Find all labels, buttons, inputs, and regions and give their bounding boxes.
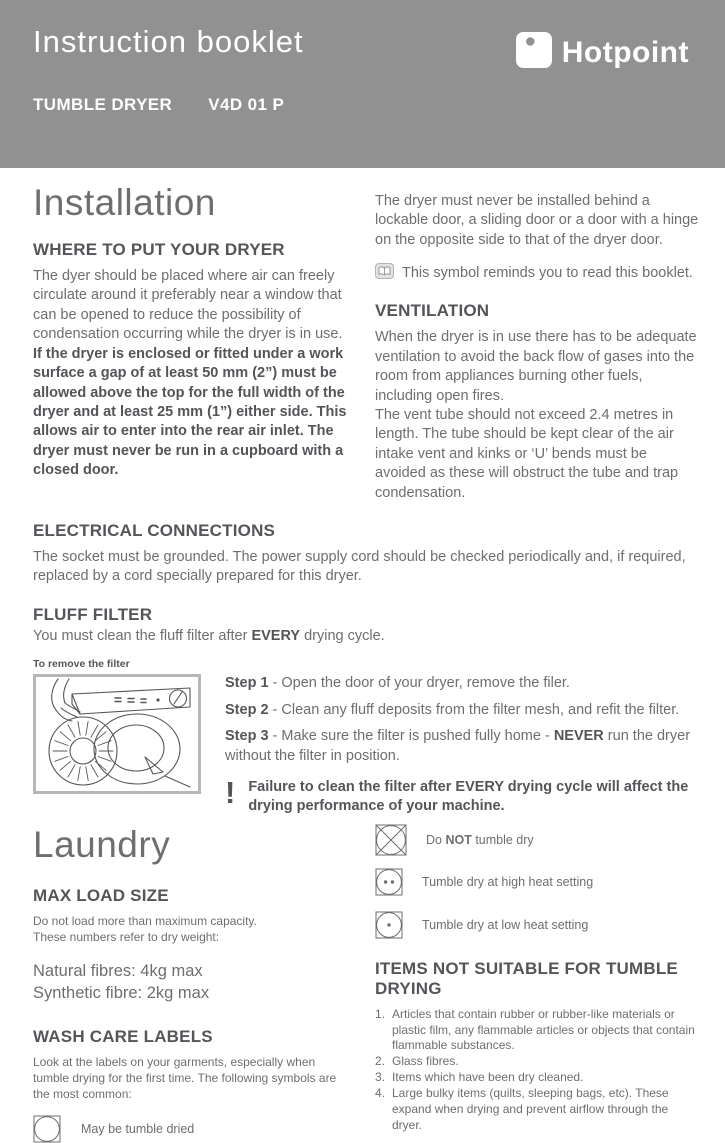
- booklet-title: Instruction booklet: [33, 24, 304, 59]
- tumble-dry-high-heat-icon: [375, 868, 403, 896]
- warning-text: Failure to clean the filter after EVERY drying cycle will affect the drying performance of your machine.: [248, 779, 689, 814]
- filter-figure-row: [33, 674, 700, 815]
- do-not-tumble-dry-icon: [375, 824, 407, 856]
- care-symbol-label: [422, 918, 588, 932]
- laundry-left-column: [33, 818, 351, 1143]
- step-2-label: Step 2: [225, 701, 269, 718]
- tumble-dry-ok-icon: [33, 1115, 61, 1143]
- not-suitable-heading: ITEMS NOT SUITABLE FOR TUMBLE DRYING: [375, 958, 678, 998]
- where-to-put-heading: WHERE TO PUT YOUR DRYER: [33, 240, 285, 259]
- figure-caption: To remove the filter: [33, 658, 130, 671]
- electrical-section: [33, 521, 700, 587]
- filter-removal-illustration: [33, 674, 201, 794]
- fluff-filter-intro-bold: EVERY: [251, 627, 301, 644]
- care-do-not-post: tumble dry: [471, 832, 534, 847]
- installation-section: [33, 182, 700, 503]
- booklet-symbol-note: [375, 263, 700, 284]
- electrical-paragraph: The socket must be grounded. The power supply cord should be checked periodically and, if required, replaced by a cord specially prepared for this dryer.: [33, 549, 686, 585]
- step-3-label: Step 3: [225, 728, 269, 745]
- open-book-icon: [375, 263, 394, 284]
- not-suitable-item: Large bulky items (quilts, sleeping bags, etc). These expand when drying and prevent airflow through the dryer.: [392, 1085, 669, 1132]
- where-to-put-paragraph: The dyer should be placed where air can freely circulate around it preferably near a window that can be opened to reduce the possibility of condensation occurring while the dryer is in use.: [33, 268, 343, 343]
- installation-title: Installation: [33, 182, 216, 223]
- header-banner: [0, 0, 725, 168]
- not-suitable-item: Articles that contain rubber or rubber-like materials or plastic film, any flammable articles or objects that contain flammable substances.: [392, 1006, 695, 1053]
- care-do-not-bold: NOT: [445, 832, 472, 847]
- model-number: V4D 01 P: [208, 95, 285, 114]
- care-symbol-label: [422, 875, 593, 889]
- hotpoint-logo: [516, 32, 689, 73]
- page-content: [0, 168, 725, 1143]
- laundry-title: Laundry: [33, 823, 171, 865]
- care-symbol-row-low-heat: [375, 911, 700, 939]
- step-3-post: run the dryer without the filter in position.: [225, 728, 691, 764]
- step-2: [225, 701, 700, 720]
- care-low-text: Tumble dry at low heat setting: [422, 917, 589, 932]
- wash-care-paragraph: Look at the labels on your garments, especially when tumble drying for the first time. The following symbols are the most common:: [33, 1054, 337, 1101]
- step-1-label: Step 1: [225, 675, 269, 692]
- step-3: [225, 727, 700, 766]
- ventilation-heading: VENTILATION: [375, 301, 490, 321]
- step-1-text: - Open the door of your dryer, remove the filer.: [268, 675, 570, 692]
- ventilation-paragraph-1: When the dryer is in use there has to be adequate ventilation to avoid the back flow of gases into the room from appliances burning other fuels, including open fires.: [375, 329, 697, 404]
- laundry-section: [33, 818, 700, 1143]
- max-load-heading: MAX LOAD SIZE: [33, 885, 169, 905]
- product-line: [33, 95, 284, 115]
- max-load-line-2: These numbers refer to dry weight:: [33, 929, 220, 944]
- hotpoint-wordmark: Hotpoint: [561, 35, 689, 69]
- warning-exclamation-icon: !: [225, 775, 236, 811]
- natural-fibres-line: Natural fibres: 4kg max: [33, 962, 203, 981]
- step-1: [225, 674, 700, 693]
- care-symbol-label: [81, 1122, 194, 1136]
- synthetic-fibre-line: Synthetic fibre: 2kg max: [33, 984, 210, 1003]
- step-2-text: - Clean any fluff deposits from the filter mesh, and refit the filter.: [268, 701, 680, 718]
- electrical-heading: ELECTRICAL CONNECTIONS: [33, 521, 276, 541]
- not-suitable-item: Glass fibres.: [392, 1054, 459, 1069]
- care-ok-text: May be tumble dried: [81, 1122, 195, 1137]
- installation-right-column: [375, 182, 700, 503]
- fluff-filter-intro: [33, 627, 700, 646]
- where-to-put-bold-paragraph: If the dryer is enclosed or fitted under a work surface a gap of at least 50 mm (2”) must be allowed above the top for the full width of the dryer and at least 25 mm (1”) either side. This allows air to enter into the rear air inlet. The dryer must never be run in a cupboard with a closed door.: [33, 345, 347, 479]
- hotpoint-square-dot-icon: [516, 32, 552, 73]
- care-symbol-row-high-heat: [375, 868, 700, 896]
- booklet-symbol-text: This symbol reminds you to read this booklet.: [402, 265, 693, 282]
- product-label: TUMBLE DRYER: [33, 95, 173, 114]
- fluff-filter-intro-post: drying cycle.: [300, 627, 385, 644]
- door-note-paragraph: The dryer must never be installed behind a lockable door, a sliding door or a door with a hinge on the opposite side to that of the dryer door.: [375, 193, 699, 248]
- not-suitable-item: Items which have been dry cleaned.: [392, 1070, 584, 1085]
- ventilation-paragraph-2: The vent tube should not exceed 2.4 metres in length. The tube should be kept clear of the air intake vent and kinks or ‘U’ bends must be avoided as these will obstruct the tube and trap condensation.: [375, 406, 679, 501]
- max-load-line-1: Do not load more than maximum capacity.: [33, 913, 257, 928]
- laundry-right-column: [375, 818, 700, 1143]
- filter-illustration-drawing: [36, 677, 198, 791]
- step-3-text: - Make sure the filter is pushed fully home -: [268, 728, 554, 745]
- filter-steps: [225, 674, 700, 815]
- care-symbol-row-do-not: [375, 824, 700, 856]
- fluff-filter-intro-pre: You must clean the fluff filter after: [33, 627, 252, 644]
- not-suitable-list: [375, 1007, 700, 1134]
- care-do-not-pre: Do: [426, 832, 446, 847]
- fluff-filter-section: [33, 605, 700, 816]
- step-3-bold: NEVER: [553, 728, 604, 745]
- filter-warning: [225, 775, 700, 816]
- installation-left-column: [33, 182, 351, 503]
- tumble-dry-low-heat-icon: [375, 911, 403, 939]
- care-symbol-label: [426, 833, 534, 847]
- care-high-text: Tumble dry at high heat setting: [422, 874, 594, 889]
- fluff-filter-heading: FLUFF FILTER: [33, 604, 153, 624]
- wash-care-heading: WASH CARE LABELS: [33, 1026, 213, 1046]
- care-symbol-row-ok: [33, 1115, 351, 1143]
